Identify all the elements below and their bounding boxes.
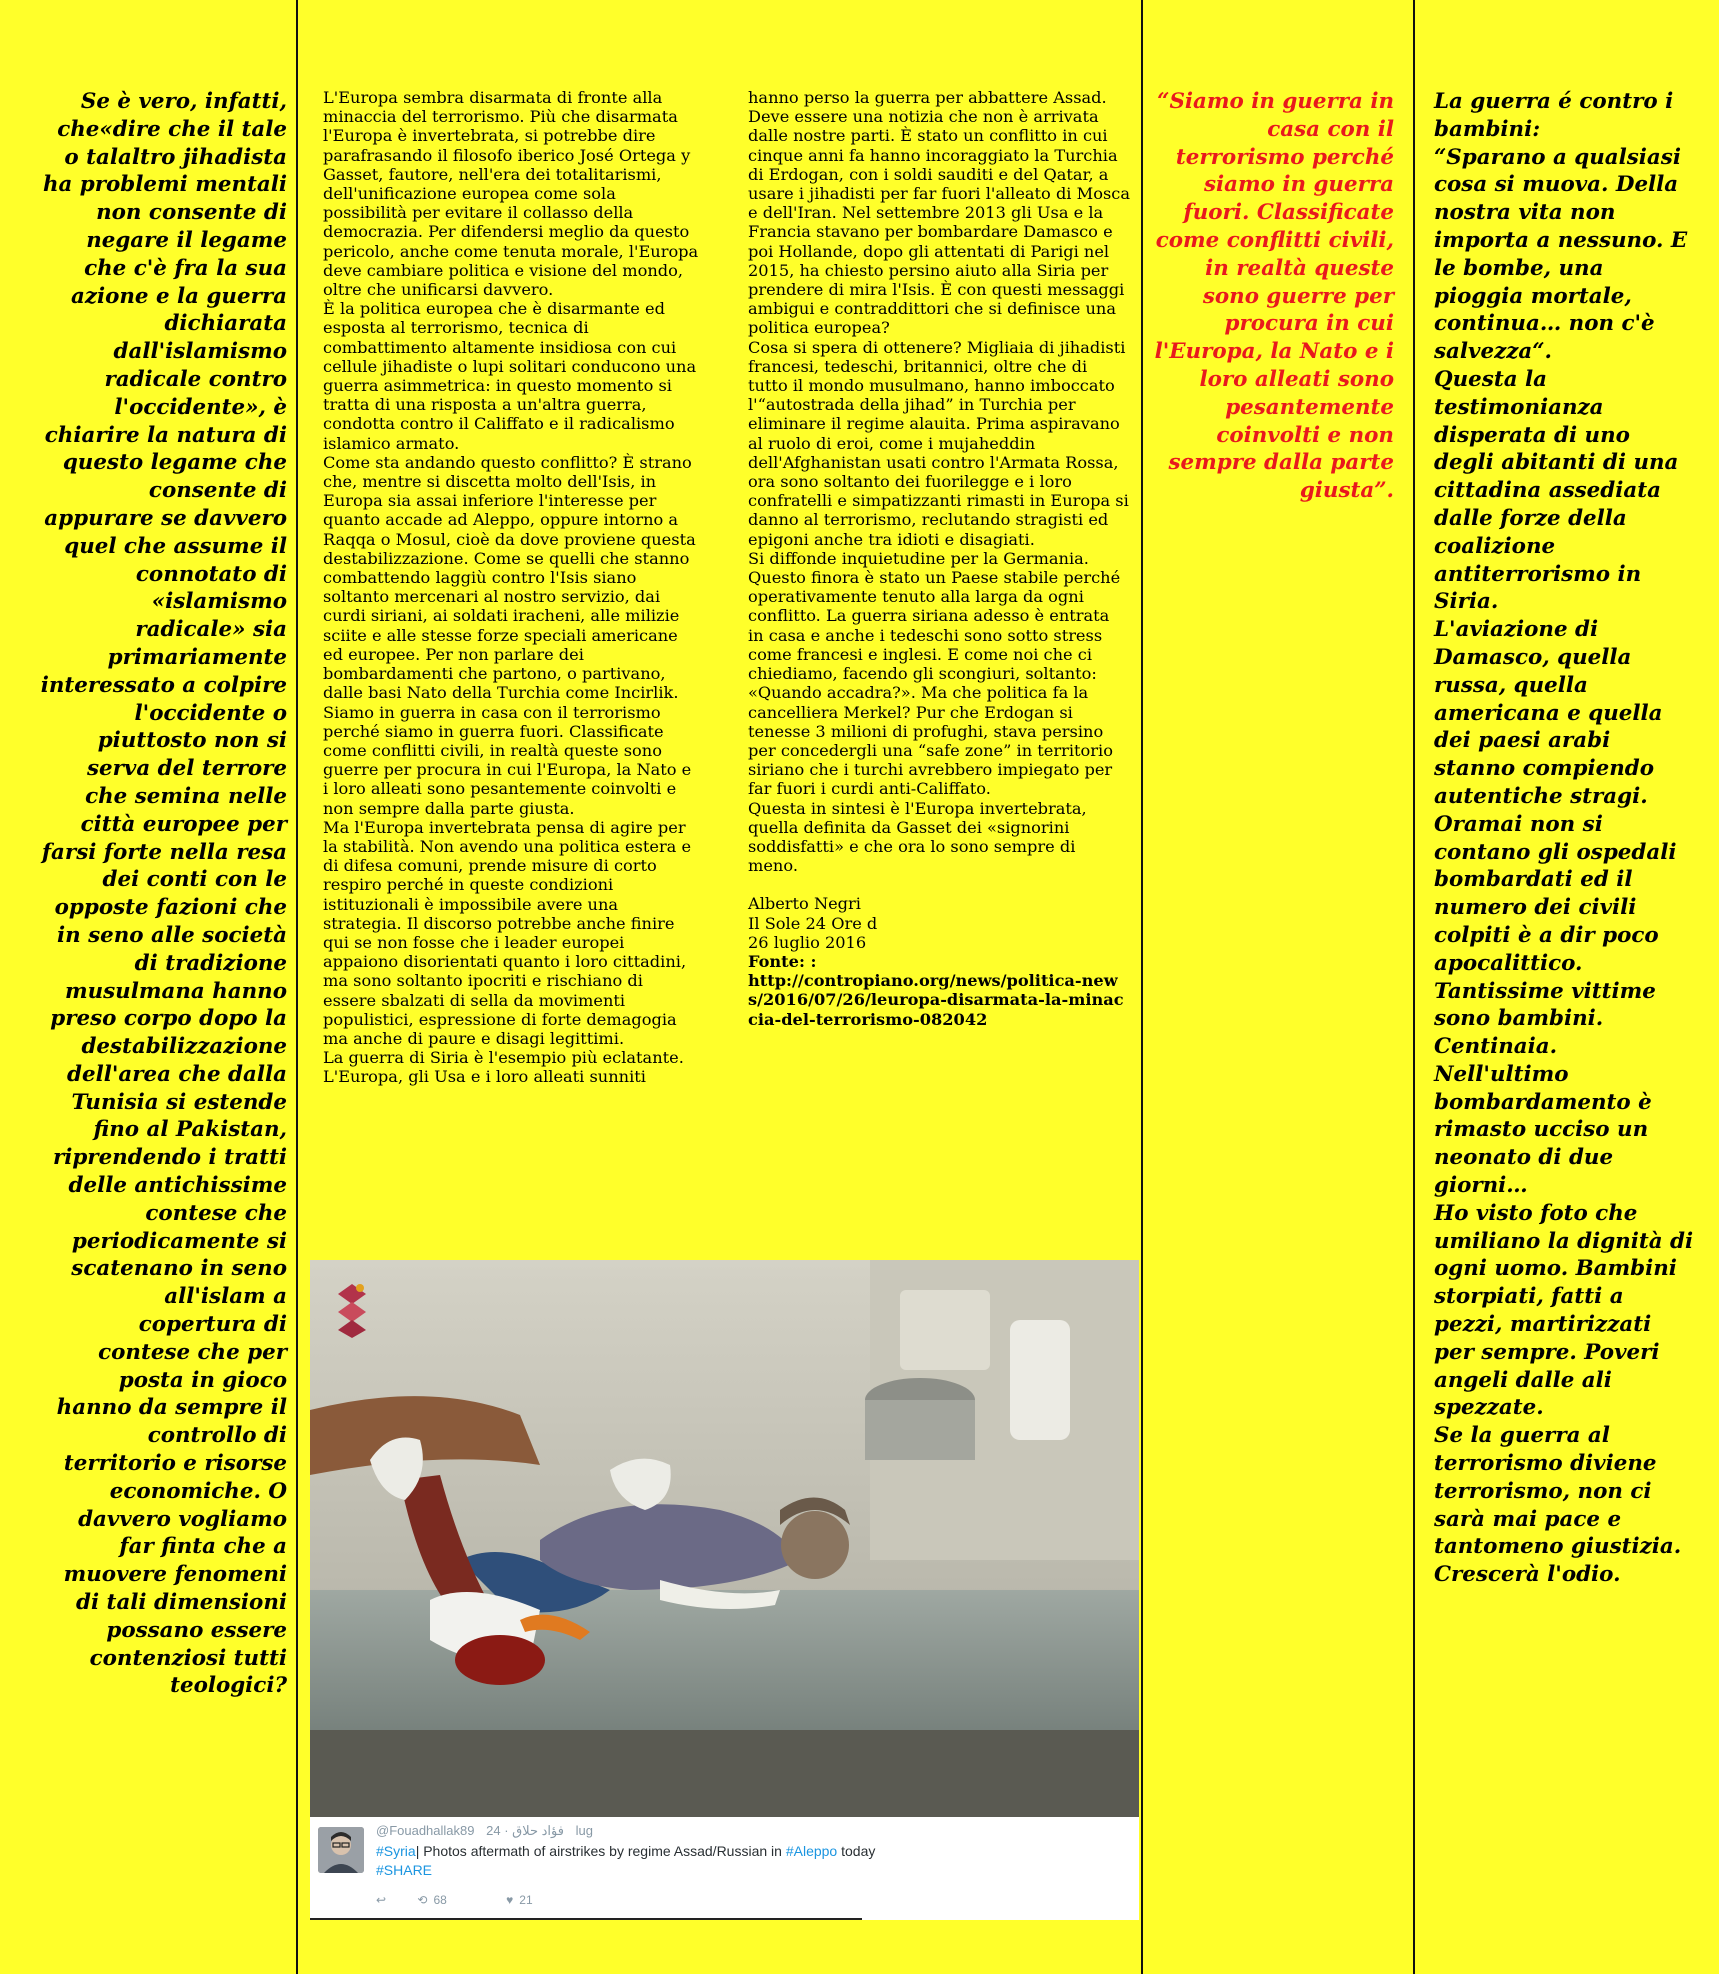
article-paragraph: L'Europa sembra disarmata di fronte alla minaccia del terrorismo. Più che disarmata l'Europa è invertebrata, si potrebbe dire parafrasando il filosofo iberico José Ortega y Gasset, fautore, nell'era dei totalitarismi, dell'unificazione europea come sola possibilità per evitare il collasso della democrazia. Per difendersi meglio da questo pericolo, anche come tenuta morale, l'Europa deve cambiare politica e visione del mondo, oltre che unificarsi davvero. [323,88,699,300]
tweet-actions [376,1893,589,1907]
retweet-button[interactable] [417,1893,478,1907]
user-avatar-icon [318,1827,364,1873]
article-signature [748,894,1130,1028]
hashtag-syria[interactable]: #Syria [376,1843,416,1859]
right-paragraph: Questa la testimonianza disperata di uno degli abitanti di una cittadina assediata dalle forze della coalizione antiterrorismo in Siria. [1434,366,1679,615]
tweet-embed [310,1260,1139,1920]
article-paragraph: hanno perso la guerra per abbattere Assad. Deve essere una notizia che non è arrivata dalle nostre parti. È stato un conflitto in cui cinque anni fa hanno incoraggiato la Turchia di Erdogan, con i soldi sauditi e del Qatar, a usare i jihadisti per far fuori l'alleato di Mosca e dell'Iran. Nel settembre 2013 gli Usa e la Francia stavano per bombardare Damasco e poi Hollande, dopo gli attentati di Parigi nel 2015, ha chiesto persino aiuto alla Siria per prendere di mira l'Isis. È con questi messaggi ambigui e contraddittori che si definisce una politica europea? [748,88,1130,338]
article-paragraph: Cosa si spera di ottenere? Migliaia di jihadisti francesi, tedeschi, britannici, oltre che di tutto il mondo musulmano, hanno imboccato l'“autostrada della jihad” in Turchia per eliminare il regime alauita. Prima aspiravano al ruolo di eroi, come i mujaheddin dell'Afghanistan usati contro l'Armata Rossa, ora sono soltanto dei fuorilegge e i loro confratelli e simpatizzanti rimasti in Europa si danno al terrorismo, reclutando stragisti ed epigoni anche tra idioti e disagiati. [748,337,1129,549]
article-date: 26 luglio 2016 [748,932,867,952]
brand-logo-icon [334,1280,370,1340]
article-source-link[interactable]: http://contropiano.org/news/politica-news/2016/07/26/leuropa-disarmata-la-minaccia-del-terrorismo-082042 [748,971,1124,1029]
pull-quote: “Siamo in guerra in casa con il terrorismo perché siamo in guerra fuori. Classificate come conflitti civili, in realtà queste sono guerre per procura in cui l'Europa, la Nato e i loro alleati sono pesantemente coinvolti e non sempre dalla parte giusta”. [1154,89,1394,504]
hashtag-aleppo[interactable]: #Aleppo [785,1843,838,1859]
article-paragraph: Questa in sintesi è l'Europa invertebrata, quella definita da Gasset dei «signorini soddisfatti» e che ora lo sono sempre di meno. [748,798,1087,876]
like-button[interactable] [506,1893,560,1907]
right-paragraph: Ho visto foto che umiliano la dignità di ogni uomo. Bambini storpiati, fatti a pezzi, martirizzati per sempre. Poveri angeli dalle ali spezzate. [1434,1200,1694,1421]
divider [310,1918,862,1920]
right-paragraph: Tantissime vittime sono bambini. Centinaia. Nell'ultimo bombardamento è rimasto ucciso un neonato di due giorni… [1434,978,1656,1199]
retweet-count: 68 [433,1893,447,1907]
left-commentary-text: Se è vero, infatti, che«dire che il tale o talaltro jihadista ha problemi mentali non consente di negare il legame che c'è fra la sua azione e la guerra dichiarata dall'islamismo radicale contro l'occidente», è chiarire la natura di questo legame che consente di appurare se davvero quel che assume il connotato di «islamismo radicale» sia primariamente interessato a colpire l'occidente o piuttosto non si serva del terrore che semina nelle città europee per farsi forte nella resa dei conti con le opposte fazioni che in seno alle società di tradizione musulmana hanno preso corpo dopo la destabilizzazione dell'area che dalla Tunisia si estende fino al Pakistan, riprendendo i tratti delle antichissime contese che periodicamente si scatenano in seno all'islam a copertura di contese che per posta in gioco hanno da sempre il controllo di territorio e risorse economiche. O davvero vogliamo far finta che a muovere fenomeni di tali dimensioni possano essere contenziosi tutti teologici? [40,89,287,1699]
right-paragraph: Oramai non si contano gli ospedali bombardati ed il numero dei civili colpiti è a dir poco apocalittico. [1434,811,1677,976]
tweet-text-body: | Photos aftermath of airstrikes by regime Assad/Russian in [415,1843,786,1859]
article-column-a [323,88,700,1087]
aftermath-photo [310,1260,1139,1817]
article-paragraph: La guerra di Siria è l'esempio più eclatante. L'Europa, gli Usa e i loro alleati sunniti [323,1048,684,1087]
reply-icon[interactable]: ↩ [376,1893,387,1907]
article-paragraph: Come sta andando questo conflitto? È strano che, mentre si discetta molto dell'Isis, in Europa sia assai inferiore l'interesse per quanto accade ad Aleppo, oppure intorno a Raqqa o Mosul, cioè da dove proviene questa destabilizzazione. Come se quelli che stanno combattendo laggiù contro l'Isis siano soltanto mercenari al nostro servizio, dai curdi siriani, ai soldati iracheni, alle milizie sciite e alle stesse forze speciali americane ed europee. Per non parlare dei bombardamenti che partono, o partivano, dalle basi Nato della Turchia come Incirlik. [323,452,696,703]
tweet-text [376,1843,875,1859]
article-column-b [748,88,1130,1029]
hospital-scene-illustration [310,1260,1139,1817]
article-paragraph: Ma l'Europa invertebrata pensa di agire per la stabilità. Non avendo una politica estera e di difesa comuni, prende misure di corto respiro perché in queste condizioni istituzionali è impossibile avere una strategia. Il discorso potrebbe anche finire qui se non fosse che i leader europei appaiono disorientati quanto i loro cittadini, ma sono soltanto ipocriti e rischiano di essere sbalzati di sella da movimenti populistici, espressione di forte demagogia ma anche di paure e disagi legittimi. [323,817,692,1048]
retweet-icon: ⟲ [417,1893,428,1907]
tweet-text-end: today [837,1843,876,1859]
avatar[interactable] [318,1827,364,1873]
right-paragraph: Se la guerra al terrorismo diviene terrorismo, non ci sarà mai pace e tantomeno giustizia. Crescerà l'odio. [1434,1423,1682,1588]
article-paragraph: È la politica europea che è disarmante ed esposta al terrorismo, tecnica di combattimento altamente insidiosa con cui cellule jihadiste o lupi solitari conducono una guerra asimmetrica: in questo momento si tratta di una risposta a un'altra guerra, condotta contro il Califfato e il radicalismo islamico armato. [323,299,697,453]
article-source: Il Sole 24 Ore d [748,913,878,933]
separator-3 [1413,0,1415,1974]
tweet-author-name[interactable]: فؤاد حلاق [512,1823,564,1838]
tweet-handle[interactable]: @Fouadhallak89 [376,1823,475,1838]
right-paragraph: “Sparano a qualsiasi cosa si muova. Della nostra vita non importa a nessuno. E le bombe, una pioggia mortale, continua… non c'è salvezza“. [1434,144,1688,365]
right-commentary [1434,88,1696,1589]
tweet-card [310,1817,1139,1920]
article-fonte-label: Fonte: : [748,951,817,971]
separator-2 [1141,0,1143,1974]
article-author: Alberto Negri [748,894,861,914]
article-paragraph: Si diffonde inquietudine per la Germania. Questo finora è stato un Paese stabile perché operativamente tenuto alla larga da ogni conflitto. La guerra siriana adesso è entrata in casa e anche i tedeschi sono sotto stress come francesi e inglesi. E come noi che ci chiediamo, facendo gli scongiuri, soltanto: «Quando accadra?». Ma che politica fa la cancelliera Merkel? Pur che Erdogan si tenesse 3 milioni di profughi, stava persino per concedergli una “safe zone” in territorio siriano che i turchi avrebbero impiegato per far fuori i curdi anti-Califfato. [748,548,1121,799]
hashtag-share[interactable]: #SHARE [376,1862,433,1878]
tweet-time[interactable]: · 24 lug [486,1823,593,1838]
separator-1 [296,0,298,1974]
left-commentary [40,88,287,1700]
heart-icon: ♥ [506,1893,514,1907]
article-paragraph: Siamo in guerra in casa con il terrorismo perché siamo in guerra fuori. Classificate come conflitti civili, in realtà queste sono guerre per procura in cui l'Europa, la Nato e i loro alleati sono pesantemente coinvolti e non sempre dalla parte giusta. [323,702,692,818]
right-paragraph: L'aviazione di Damasco, quella russa, quella americana e quella dei paesi arabi stanno compiendo autentiche stragi. [1434,617,1663,809]
right-paragraph: La guerra é contro i bambini: [1434,89,1674,142]
tweet-header [376,1823,601,1839]
like-count: 21 [519,1893,533,1907]
